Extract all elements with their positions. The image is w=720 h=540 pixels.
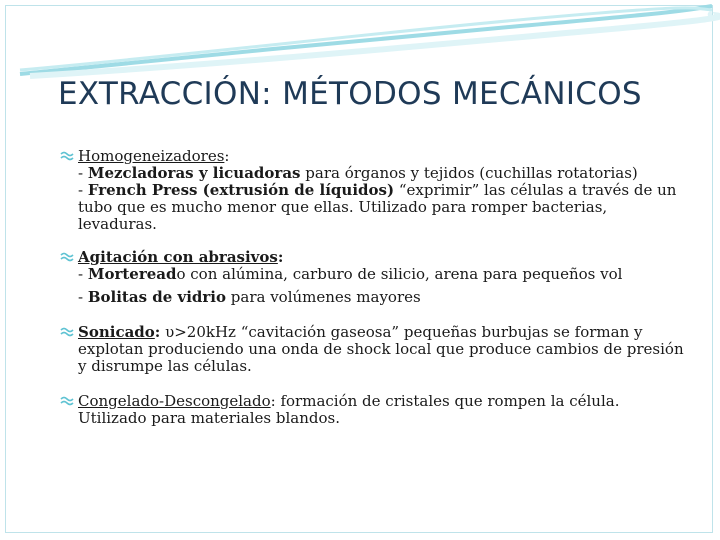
list-item-agitacion: Agitación con abrasivos: - Mortereado con alúmina, carburo de silicio, arena para pequeños vol - Bolitas de vidrio para volúmenes mayores bbox=[60, 249, 690, 306]
wavy-lines-icon bbox=[60, 150, 76, 163]
sub-line: - Bolitas de vidrio para volúmenes mayores bbox=[78, 288, 421, 306]
sub-line: - Mortereado con alúmina, carburo de silicio, arena para pequeños vol bbox=[78, 265, 623, 283]
wave-decoration bbox=[0, 0, 720, 80]
item-label: Sonicado bbox=[78, 323, 155, 341]
item-label: Homogeneizadores bbox=[78, 147, 225, 165]
wavy-lines-icon bbox=[60, 326, 76, 339]
item-label: Congelado-Descongelado bbox=[78, 392, 271, 410]
item-text: formación de cristales que rompen la célula. Utilizado para materiales blandos. bbox=[78, 392, 620, 427]
item-text: υ>20kHz “cavitación gaseosa” pequeñas burbujas se forman y explotan produciendo una onda de shock local que produce cambios de presión y disrumpe las células. bbox=[78, 323, 684, 375]
wavy-lines-icon bbox=[60, 251, 76, 264]
list-item-homogeneizadores: Homogeneizadores: - Mezcladoras y licuadoras para órganos y tejidos (cuchillas rotatorias) - French Press (extrusión de líquidos) “exprimir” las células a través de un tubo que es mucho menor que ellas. Utilizado para romper bacterias, levaduras. bbox=[60, 148, 690, 233]
bullet-list bbox=[60, 148, 690, 427]
list-item-congelado: Congelado-Descongelado: formación de cristales que rompen la célula. Utilizado para materiales blandos. bbox=[60, 393, 690, 427]
slide-title: EXTRACCIÓN: MÉTODOS MECÁNICOS bbox=[58, 76, 642, 112]
sub-line: - Mezcladoras y licuadoras para órganos y tejidos (cuchillas rotatorias) bbox=[78, 164, 638, 182]
wavy-lines-icon bbox=[60, 395, 76, 408]
sub-line: - French Press (extrusión de líquidos) “exprimir” las células a través de un tubo que es mucho menor que ellas. Utilizado para romper bacterias, levaduras. bbox=[78, 181, 677, 233]
item-label: Agitación con abrasivos bbox=[78, 248, 278, 266]
list-item-sonicado: Sonicado: υ>20kHz “cavitación gaseosa” pequeñas burbujas se forman y explotan produciendo una onda de shock local que produce cambios de presión y disrumpe las células. bbox=[60, 324, 690, 375]
